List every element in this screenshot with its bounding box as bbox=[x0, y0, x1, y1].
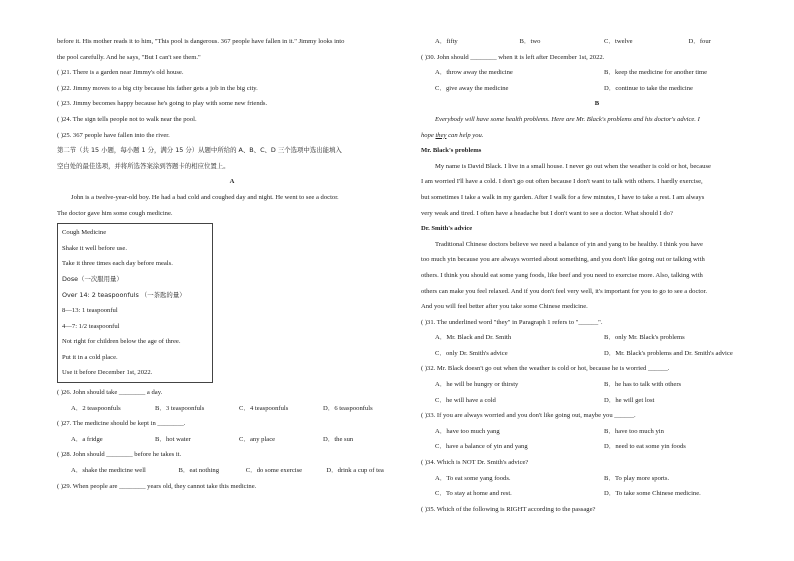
problems-line: My name is David Black. I live in a small house. I never go out when the weather is cold or hot, because bbox=[435, 162, 711, 170]
question-32-options-row2 bbox=[421, 393, 773, 409]
option-c: C．do some exercise bbox=[245, 467, 303, 475]
question-34-stem: ( )34. Which is NOT Dr. Smith's advice? bbox=[421, 459, 529, 467]
question-30-options-row1 bbox=[421, 65, 773, 81]
option-d: D．four bbox=[688, 38, 711, 45]
question-33-stem: ( )33. If you are always worried and you don't like going out, maybe you ______. bbox=[421, 412, 636, 420]
medicine-label-box bbox=[57, 223, 213, 383]
passage-b-intro-line2 bbox=[421, 128, 773, 144]
question-30-options-row2 bbox=[421, 81, 773, 97]
option-b: B．have too much yin bbox=[604, 427, 664, 435]
option-d: D．Mr. Black's problems and Dr. Smith's advice bbox=[604, 349, 733, 357]
question-32-options-row1 bbox=[421, 377, 773, 393]
passage-b-intro: Everybody will have some health problems. Here are Mr. Black's problems and his doctor's advice. I bbox=[435, 115, 700, 123]
option-b: B．eat nothing bbox=[178, 467, 219, 475]
option-c: C．give away the medicine bbox=[435, 84, 509, 92]
option-b: B．only Mr. Black's problems bbox=[604, 334, 685, 342]
option-a: A．shake the medicine well bbox=[71, 467, 146, 475]
problems-heading: Mr. Black's problems bbox=[421, 147, 482, 155]
question-30-stem: ( )30. John should ________ when it is left after December 1st, 2022. bbox=[421, 53, 605, 61]
intro-text: hope bbox=[421, 131, 436, 139]
section-instruction: 空白处的最佳选项，并将所选答案涂到答题卡的相应位置上。 bbox=[57, 161, 230, 170]
box-line: Shake it well before use. bbox=[62, 244, 128, 252]
box-line: Put it in a cold place. bbox=[62, 353, 118, 361]
question-29-stem: ( )29. When people are ________ years old, they cannot take this medicine. bbox=[57, 482, 257, 490]
advice-line: others. I think you should eat some yang foods, like beef and you need to exercise more. Also, talking with bbox=[421, 271, 703, 279]
problems-line: but sometimes I take a walk in my garden. After I walk for a few minutes, I have to take a rest. I am always bbox=[421, 193, 705, 201]
option-c: C．he will have a cold bbox=[435, 396, 496, 404]
box-line: Not right for children below the age of three. bbox=[62, 338, 181, 346]
advice-line: too much yin because you are always worried about something, and you don't like going out or talking with bbox=[421, 256, 705, 264]
box-line: Cough Medicine bbox=[62, 229, 107, 237]
option-a: A．a fridge bbox=[71, 435, 103, 443]
intro-text: can help you. bbox=[446, 131, 484, 139]
option-d: D．drink a cup of tea bbox=[326, 467, 384, 475]
option-a: A．throw away the medicine bbox=[435, 69, 513, 77]
passage-a-heading: A bbox=[229, 178, 235, 186]
right-column bbox=[421, 34, 773, 517]
left-column bbox=[57, 34, 407, 494]
passage-a-line: John is a twelve-year-old boy. He had a bad cold and coughed day and night. He went to see a doctor. bbox=[71, 193, 339, 201]
option-d: D．continue to take the medicine bbox=[604, 84, 693, 92]
option-a: A．2 teaspoonfuls bbox=[71, 404, 121, 412]
passage-a-line: The doctor gave him some cough medicine. bbox=[57, 209, 173, 217]
advice-line: others can make you feel relaxed. And if you don't feel very well, it's important for you to go to see a doctor. bbox=[421, 287, 708, 295]
section-instruction: 第二节（共 15 小题，每小题 1 分，满分 15 分）从题中所给的 A、B、C、D 三个选项中选出能填入 bbox=[57, 146, 342, 155]
option-a: A．he will be hungry or thirsty bbox=[435, 381, 519, 389]
option-b: B．hot water bbox=[155, 435, 191, 443]
box-line: Dose（一次服用量） bbox=[62, 274, 123, 283]
question-27-stem: ( )27. The medicine should be kept in ________. bbox=[57, 420, 186, 428]
intro-line: the pool carefully. And he says, "But I can't see them." bbox=[57, 53, 201, 61]
option-c: C．only Dr. Smith's advice bbox=[435, 349, 508, 357]
option-b: B．To play more sports. bbox=[604, 474, 670, 482]
question-34-options-row2 bbox=[421, 486, 773, 502]
option-d: D．To take some Chinese medicine. bbox=[604, 490, 701, 498]
intro-line: before it. His mother reads it to him, "This pool is dangerous. 367 people have fallen in it." Jimmy looks into bbox=[57, 38, 345, 45]
option-d: D．need to eat some yin foods bbox=[604, 443, 686, 451]
option-a: A．Mr. Black and Dr. Smith bbox=[435, 334, 512, 342]
option-c: C．any place bbox=[239, 435, 276, 443]
option-c: C．twelve bbox=[604, 38, 633, 45]
question-31-options-row1 bbox=[421, 330, 773, 346]
box-line: 4—7: 1/2 teaspoonful bbox=[62, 322, 120, 330]
option-a: A．have too much yang bbox=[435, 427, 500, 435]
question-28-options bbox=[57, 463, 407, 479]
tf-item-22: ( )22. Jimmy moves to a big city because his father gets a job in the big city. bbox=[57, 84, 258, 92]
option-b: B．keep the medicine for another time bbox=[604, 69, 708, 77]
question-31-stem: ( )31. The underlined word "they" in Paragraph 1 refers to "______". bbox=[421, 318, 603, 326]
option-c: C．have a balance of yin and yang bbox=[435, 443, 528, 451]
question-31-options-row2 bbox=[421, 346, 773, 362]
option-b: B．he has to talk with others bbox=[604, 381, 682, 389]
advice-line: And you will feel better after you take some Chinese medicine. bbox=[421, 303, 588, 311]
advice-heading: Dr. Smith's advice bbox=[421, 225, 473, 233]
underlined-word: they bbox=[435, 131, 447, 139]
box-line: Use it before December 1st, 2022. bbox=[62, 369, 153, 377]
question-32-stem: ( )32. Mr. Black doesn't go out when the weather is cold or hot, because he is worried ______. bbox=[421, 365, 670, 373]
tf-item-23: ( )23. Jimmy becomes happy because he's going to play with some new friends. bbox=[57, 100, 268, 108]
question-35-stem: ( )35. Which of the following is RIGHT according to the passage? bbox=[421, 505, 596, 513]
box-line: Over 14: 2 teaspoonfuls （一茶匙的量） bbox=[62, 290, 186, 299]
option-d: D．6 teaspoonfuls bbox=[323, 404, 373, 412]
option-b: B．3 teaspoonfuls bbox=[155, 404, 205, 412]
tf-item-21: ( )21. There is a garden near Jimmy's old house. bbox=[57, 69, 184, 77]
box-line: Take it three times each day before meals. bbox=[62, 260, 173, 268]
box-line: 8—13: 1 teaspoonful bbox=[62, 307, 118, 315]
question-28-stem: ( )28. John should ________ before he takes it. bbox=[57, 451, 182, 459]
question-33-options-row2 bbox=[421, 439, 773, 455]
option-a: A．fifty bbox=[435, 38, 458, 45]
question-27-options bbox=[57, 432, 407, 448]
passage-b-heading: B bbox=[594, 100, 600, 108]
option-a: A．To eat some yang foods. bbox=[435, 474, 511, 482]
tf-item-24: ( )24. The sign tells people not to walk near the pool. bbox=[57, 115, 197, 123]
option-c: C．4 teaspoonfuls bbox=[239, 404, 289, 412]
question-26-options bbox=[57, 401, 407, 417]
question-26-stem: ( )26. John should take ________ a day. bbox=[57, 389, 163, 397]
tf-item-25: ( )25. 367 people have fallen into the river. bbox=[57, 131, 170, 139]
option-c: C．To stay at home and rest. bbox=[435, 490, 512, 498]
option-b: B．two bbox=[519, 38, 541, 45]
question-33-options-row1 bbox=[421, 424, 773, 440]
problems-line: I am worried I'll have a cold. I don't go out often because I don't want to talk with others. I hardly exercise, bbox=[421, 178, 703, 186]
option-d: D．he will get lost bbox=[604, 396, 655, 404]
question-29-options bbox=[421, 34, 773, 50]
question-34-options-row1 bbox=[421, 471, 773, 487]
problems-line: very weak and tired. I often have a headache but I don't want to see a doctor. What should I do? bbox=[421, 209, 673, 217]
option-d: D．the sun bbox=[323, 435, 354, 443]
advice-line: Traditional Chinese doctors believe we need a balance of yin and yang to be healthy. I think you have bbox=[435, 240, 703, 248]
